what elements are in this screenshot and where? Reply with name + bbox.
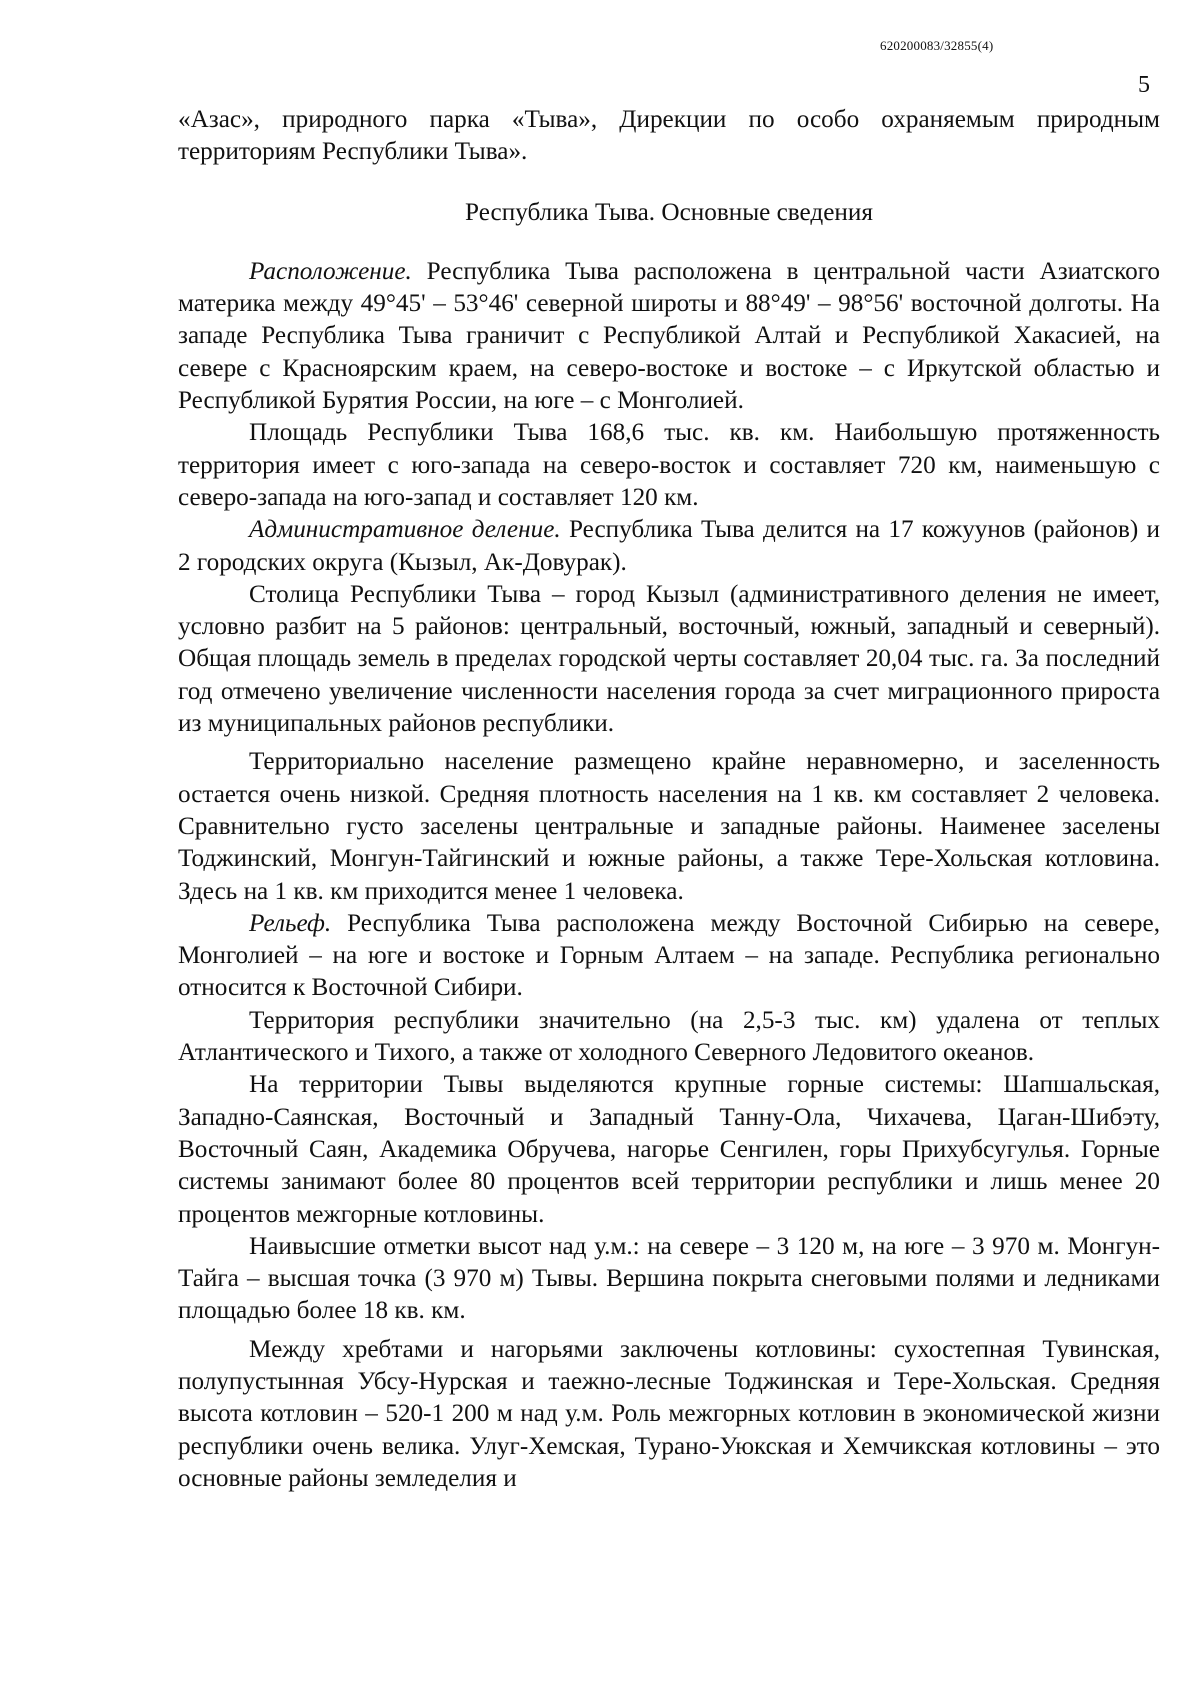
paragraph-administrative-division (178, 514, 1160, 579)
section-heading: Республика Тыва. Основные сведения (465, 198, 873, 226)
paragraph-text: Площадь Республики Тыва 168,6 тыс. кв. км. Наибольшую протяженность территория имеет с юго-запада на северо-восток и составляет 720 км, наименьшую с северо-запада на юго-запад и составляет 120 км. (178, 419, 1160, 511)
paragraph-text: Территориально население размещено крайне неравномерно, и заселенность остается очень низкой. Средняя плотность населения на 1 кв. км составляет 2 человека. Сравнительно густо заселены центральные и западные районы. Наименее заселены Тоджинский, Монгун-Тайгинский и южные районы, а также Тере-Хольская котловина. Здесь на 1 кв. км приходится менее 1 человека. (178, 748, 1160, 905)
paragraph-population (178, 746, 1160, 907)
run-in-heading: Расположение. (249, 257, 412, 285)
run-in-heading: Рельеф. (249, 909, 332, 937)
paragraph-elevations (178, 1231, 1160, 1328)
paragraph-text: Территория республики значительно (на 2,5-3 тыс. км) удалена от теплых Атлантического и Тихого, а также от холодного Северного Ледовитого океанов. (178, 1006, 1160, 1067)
page-number: 5 (1138, 72, 1150, 98)
paragraph-basins (178, 1334, 1160, 1495)
paragraph-text: Столица Республики Тыва – город Кызыл (административного деления не имеет, условно разбит на 5 районов: центральный, восточный, южный, западный и северный). Общая площадь земель в пределах городской черты составляет 20,04 тыс. га. За последний год отмечено увеличение численности населения города за счет миграционного прироста из муниципальных районов республики. (178, 580, 1160, 738)
document-id: 620200083/32855(4) (880, 38, 994, 53)
paragraph-oceans (178, 1005, 1160, 1070)
paragraph-text: Республика Тыва делится на 17 кожуунов (районов) и 2 городских округа (Кызыл, Ак-Довурак). (178, 516, 1161, 576)
paragraph-text: На территории Тывы выделяются крупные горные системы: Шапшальская, Западно-Саянская, Восточный и Западный Танну-Ола, Чихачева, Цаган-Шибэту, Восточный Саян, Академика Обручева, нагорье Сенгилен, горы Прихубсугулья. Горные системы занимают более 80 процентов всей территории республики и лишь менее 20 процентов межгорные котловины. (178, 1071, 1160, 1228)
page-content (178, 104, 1160, 1495)
paragraph-location (178, 256, 1160, 417)
intro-paragraph: «Азас», природного парка «Тыва», Дирекции по особо охраняемым природным территориям Республики Тыва». (178, 106, 1160, 166)
paragraph-mountain-systems (178, 1069, 1160, 1230)
paragraph-capital (178, 579, 1160, 740)
paragraph-area (178, 417, 1160, 514)
paragraph-text: Республика Тыва расположена между Восточной Сибирью на севере, Монголией – на юге и востоке и Горным Алтаем – на западе. Республика регионально относится к Восточной Сибири. (178, 909, 1160, 1002)
paragraph-relief (178, 908, 1160, 1005)
paragraph-text: Наивысшие отметки высот над у.м.: на севере – 3 120 м, на юге – 3 970 м. Монгун-Тайга – высшая точка (3 970 м) Тывы. Вершина покрыта снеговыми полями и ледниками площадью более 18 кв. км. (178, 1232, 1160, 1325)
paragraph-text: Республика Тыва расположена в центральной части Азиатского материка между 49°45' – 53°46' северной широты и 88°49' – 98°56' восточной долготы. На западе Республика Тыва граничит с Республикой Алтай и Республикой Хакасией, на севере с Красноярским краем, на северо-востоке и востоке – с Иркутской областью и Республикой Бурятия России, на юге – с Монголией. (178, 257, 1160, 415)
run-in-heading: Административное деление. (249, 516, 561, 544)
paragraph-text: Между хребтами и нагорьями заключены котловины: сухостепная Тувинская, полупустынная Убсу-Нурская и таежно-лесные Тоджинская и Тере-Хольская. Средняя высота котловин – 520-1 200 м над у.м. Роль межгорных котловин в экономической жизни республики очень велика. Улуг-Хемская, Турано-Уюкская и Хемчикская котловины – это основные районы земледелия и (178, 1335, 1160, 1492)
